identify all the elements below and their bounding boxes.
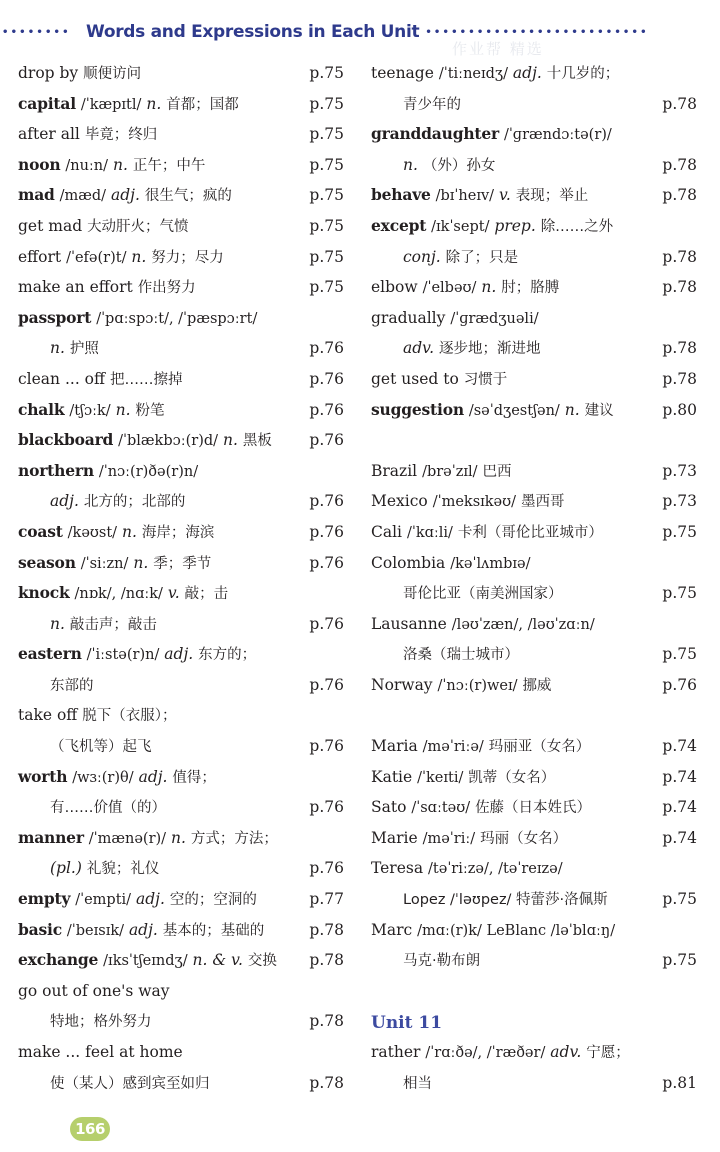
phonetic: /ˈɡrædʒuəli/	[450, 310, 539, 327]
entry-continuation	[18, 333, 344, 364]
part-of-speech: prep.	[494, 216, 536, 235]
chinese-meaning: 北方的；北部的	[83, 494, 186, 511]
chinese-meaning: 大动肝火；气愤	[87, 218, 189, 235]
part-of-speech: n.	[131, 247, 147, 266]
entry-continuation	[371, 242, 697, 273]
part-of-speech: adj.	[111, 186, 140, 205]
chinese-meaning: 基本的；基础的	[162, 922, 265, 939]
vocab-entry	[371, 272, 697, 303]
part-of-speech: n.	[133, 553, 149, 572]
vocab-entry	[371, 548, 697, 579]
vocab-entry	[18, 945, 344, 976]
vocab-entry	[371, 395, 697, 426]
headword: Maria	[371, 737, 418, 756]
chinese-meaning: 值得；	[172, 769, 216, 786]
headword: Norway	[371, 675, 433, 694]
unit-heading: Unit 11	[371, 1013, 443, 1034]
page-reference: p.77	[309, 890, 344, 909]
headword: take off	[18, 706, 78, 725]
page-reference: p.75	[662, 584, 697, 603]
entry-continuation	[371, 945, 697, 976]
chinese-meaning: 方式；方法；	[190, 830, 278, 847]
page-reference: p.76	[309, 431, 344, 450]
vocab-entry	[371, 731, 697, 762]
chinese-meaning: 顺便访问	[83, 66, 142, 82]
part-of-speech: v.	[167, 584, 180, 603]
page-reference: p.76	[309, 369, 344, 388]
page-reference: p.76	[309, 339, 344, 358]
part-of-speech: n.	[481, 278, 497, 297]
chinese-meaning: 空的；空洞的	[169, 892, 257, 909]
page-reference: p.75	[309, 155, 344, 174]
chinese-meaning: 脱下（衣服）；	[82, 708, 177, 725]
headword: rather	[371, 1043, 421, 1061]
vocab-entry	[371, 823, 697, 854]
page-reference: p.78	[662, 94, 697, 113]
vocab-entry	[18, 364, 344, 395]
vocab-entry	[18, 976, 344, 1007]
headword: manner	[18, 827, 84, 847]
page-reference: p.74	[662, 798, 697, 817]
part-of-speech: n.	[171, 828, 186, 847]
page-reference: p.76	[662, 675, 697, 694]
phonetic: /ɪkˈsept/	[431, 218, 490, 235]
headword: Marie	[371, 828, 418, 847]
entry-continuation	[371, 333, 697, 364]
chinese-meaning: 巴西	[482, 463, 512, 480]
header-title: Words and Expressions in Each Unit	[86, 22, 420, 42]
part-of-speech: adj.	[138, 767, 168, 786]
headword: empty	[18, 889, 71, 909]
page-reference: p.78	[309, 920, 344, 939]
headword: Cali	[371, 522, 403, 541]
phonetic: /ˈmænə(r)/	[88, 830, 167, 847]
page-reference: p.76	[309, 675, 344, 694]
headword: go out of one's way	[18, 981, 170, 1000]
phonetic: /kəˈlʌmbɪə/	[450, 555, 531, 572]
vocab-entry	[18, 89, 344, 120]
entry-continuation	[371, 578, 697, 609]
page-reference: p.76	[309, 492, 344, 511]
vocab-entry	[18, 395, 344, 426]
vocab-entry	[18, 211, 344, 242]
page-reference: p.80	[662, 400, 697, 419]
phonetic: /ˈsɑːtəʊ/	[411, 800, 471, 817]
page-reference: p.81	[662, 1073, 697, 1092]
chinese-meaning: 玛丽（女名）	[480, 830, 568, 847]
chinese-meaning: 除了；只是	[445, 249, 519, 266]
phonetic: /ˈɡrændɔːtə(r)/	[503, 127, 612, 144]
vocab-entry	[18, 517, 344, 548]
headword: suggestion	[371, 399, 464, 419]
page-reference: p.74	[662, 737, 697, 756]
phonetic: /ˈtiːneɪdʒ/	[438, 66, 508, 82]
page-reference: p.75	[662, 890, 697, 909]
headword: behave	[371, 185, 431, 205]
entry-continuation	[18, 1068, 344, 1099]
phonetic: /məˈriːə/	[422, 739, 484, 756]
headword: Colombia	[371, 553, 446, 572]
headword: season	[18, 552, 76, 572]
chinese-meaning: 肘；胳膊	[501, 280, 560, 297]
vocab-entry	[371, 609, 697, 640]
phonetic: /wɜː(r)θ/	[72, 769, 134, 786]
headword: elbow	[371, 278, 418, 297]
headword: blackboard	[18, 430, 114, 450]
headword: noon	[18, 154, 61, 174]
phonetic: /ˈsiːzn/	[80, 555, 129, 572]
page-reference: p.75	[309, 186, 344, 205]
vocab-entry	[18, 150, 344, 181]
phonetic: /nɒk/, /nɑːk/	[74, 586, 163, 603]
phonetic: /brəˈzɪl/	[422, 463, 478, 480]
phonetic: /kəʊst/	[67, 524, 118, 541]
chinese-meaning: 敲；击	[184, 586, 229, 603]
headword: except	[371, 215, 427, 235]
page-reference: p.78	[662, 155, 697, 174]
headword: northern	[18, 460, 94, 480]
part-of-speech: n.	[112, 155, 128, 174]
chinese-meaning: 季；季节	[153, 555, 212, 572]
chinese-meaning: 凯蒂（女名）	[468, 769, 556, 786]
part-of-speech: n. & v.	[192, 951, 243, 970]
phonetic: /ˈelbəʊ/	[422, 280, 477, 297]
chinese-meaning: 东方的；	[198, 647, 257, 664]
part-of-speech: n.	[146, 94, 162, 113]
chinese-meaning: 表现；举止	[515, 188, 589, 205]
vocab-entry	[18, 119, 344, 150]
vocab-entry	[371, 58, 697, 89]
headword: knock	[18, 583, 70, 603]
chinese-meaning: 建议	[584, 402, 614, 419]
page-reference: p.78	[662, 186, 697, 205]
chinese-meaning: 相当	[403, 1075, 432, 1092]
headword: basic	[18, 919, 62, 939]
headword: teenage	[371, 64, 434, 82]
phonetic: /ˈiːstə(r)n/	[86, 647, 160, 664]
chinese-meaning: 洛桑（瑞士城市）	[403, 647, 519, 664]
entry-continuation	[18, 731, 344, 762]
headword: Katie	[371, 767, 413, 786]
part-of-speech: n.	[564, 400, 580, 419]
page-reference: p.73	[662, 461, 697, 480]
phonetic: /ɪksˈtʃeɪndʒ/	[103, 953, 188, 970]
headword: coast	[18, 521, 63, 541]
part-of-speech: adj.	[512, 64, 542, 82]
section-spacer	[371, 425, 697, 456]
headword: get used to	[371, 369, 459, 388]
phonetic: /ˈkeɪti/	[417, 769, 464, 786]
vocab-entry	[371, 180, 697, 211]
part-of-speech: conj.	[403, 247, 441, 266]
page-reference: p.78	[662, 247, 697, 266]
entry-continuation	[371, 639, 697, 670]
phonetic: /təˈriːzə/, /təˈreɪzə/	[428, 861, 563, 878]
vocab-column-right	[371, 58, 697, 1098]
vocab-entry	[371, 303, 697, 334]
entry-continuation	[371, 884, 697, 915]
chinese-meaning: 作出努力	[137, 280, 196, 297]
chinese-meaning: 把……擦掉	[109, 371, 183, 388]
page-reference: p.76	[309, 553, 344, 572]
part-of-speech: n.	[50, 614, 65, 633]
vocab-entry	[371, 456, 697, 487]
page-reference: p.75	[309, 125, 344, 144]
vocab-entry	[18, 548, 344, 579]
page-reference: p.78	[309, 951, 344, 970]
vocab-entry	[18, 303, 344, 334]
page-reference: p.75	[309, 94, 344, 113]
chinese-meaning: 墨西哥	[520, 494, 565, 511]
chinese-meaning: 海岸；海滨	[141, 524, 215, 541]
part-of-speech: v.	[499, 186, 511, 205]
vocab-entry	[18, 180, 344, 211]
headword: Brazil	[371, 461, 418, 480]
headword: after all	[18, 125, 80, 144]
phonetic: /ˈblækbɔː(r)d/	[118, 433, 219, 450]
part-of-speech: n.	[403, 155, 418, 174]
page-reference: p.75	[662, 645, 697, 664]
headword: gradually	[371, 308, 446, 327]
phonetic: /ˈempti/	[75, 892, 132, 909]
chinese-meaning: 使（某人）感到宾至如归	[50, 1075, 210, 1092]
headword: Mexico	[371, 492, 428, 511]
vocab-entry	[371, 915, 697, 946]
part-of-speech: n.	[122, 522, 137, 541]
watermark: 作业帮 精选	[452, 40, 544, 58]
headword: eastern	[18, 644, 82, 664]
section-spacer	[371, 976, 697, 1007]
page-reference: p.78	[662, 369, 697, 388]
chinese-meaning: 礼貌；礼仪	[86, 861, 160, 878]
part-of-speech: n.	[50, 339, 65, 358]
part-of-speech: adv.	[550, 1043, 582, 1061]
chinese-meaning: 首都；国都	[166, 96, 239, 113]
phonetic: /ləʊˈzæn/, /ləʊˈzɑːn/	[451, 616, 595, 633]
headword: chalk	[18, 399, 65, 419]
page-reference: p.75	[309, 64, 344, 82]
section-spacer	[371, 700, 697, 731]
page-reference: p.76	[309, 522, 344, 541]
phonetic: /mæd/	[59, 188, 107, 205]
chinese-meaning: 交换	[247, 953, 277, 970]
entry-continuation	[18, 792, 344, 823]
page-reference: p.76	[309, 737, 344, 756]
part-of-speech: n.	[222, 431, 238, 450]
chinese-meaning: 除……之外	[540, 218, 614, 235]
page-reference: p.75	[309, 278, 344, 297]
phonetic: /mɑː(r)k/ LeBlanc /ləˈblɑːŋ/	[417, 922, 616, 939]
headword: get mad	[18, 216, 83, 235]
phonetic: /ˈpɑːspɔːt/, /ˈpæspɔːrt/	[96, 310, 258, 327]
page-reference: p.76	[309, 859, 344, 878]
chinese-meaning: 十几岁的；	[546, 66, 620, 82]
chinese-meaning: 青少年的	[403, 96, 461, 113]
vocab-entry	[18, 884, 344, 915]
vocab-entry	[371, 364, 697, 395]
chinese-meaning: 毕竟；终归	[84, 127, 158, 144]
vocab-entry	[18, 700, 344, 731]
vocab-entry	[18, 456, 344, 487]
chinese-meaning: 习惯于	[463, 371, 508, 388]
phonetic: /bɪˈheɪv/	[435, 188, 495, 205]
page-reference: p.75	[662, 951, 697, 970]
chinese-meaning: 挪威	[522, 677, 552, 694]
part-of-speech: adj.	[136, 890, 165, 909]
phonetic: /ˈrɑːðə/, /ˈræðər/	[425, 1045, 546, 1061]
page-reference: p.75	[309, 247, 344, 266]
vocab-entry	[18, 915, 344, 946]
vocab-entry	[18, 272, 344, 303]
header-dots-left: ••••••••	[2, 26, 71, 38]
vocab-column-left	[18, 58, 344, 1098]
headword: Teresa	[371, 859, 424, 878]
chinese-meaning: 敲击声；敲击	[69, 616, 157, 633]
chinese-meaning: 逐步地；渐进地	[438, 341, 541, 358]
vocab-entry	[371, 486, 697, 517]
vocab-entry	[371, 211, 697, 242]
phonetic: /ˈkæpɪtl/	[80, 96, 142, 113]
vocab-entry	[18, 578, 344, 609]
chinese-meaning: 卡利（哥伦比亚城市）	[457, 524, 603, 541]
chinese-meaning: 东部的	[50, 677, 94, 694]
vocab-entry	[371, 853, 697, 884]
part-of-speech: adj.	[128, 920, 158, 939]
entry-continuation	[18, 853, 344, 884]
chinese-meaning: （外）孙女	[422, 157, 496, 174]
chinese-meaning: 正午；中午	[132, 157, 206, 174]
page-reference: p.76	[309, 400, 344, 419]
entry-continuation	[18, 670, 344, 701]
chinese-meaning: 黑板	[242, 433, 272, 450]
chinese-meaning: 玛丽亚（女名）	[488, 739, 591, 756]
entry-continuation	[371, 89, 697, 120]
page-reference: p.78	[662, 278, 697, 297]
headword: exchange	[18, 950, 99, 970]
phonetic: /məˈriː/	[422, 830, 476, 847]
page-reference: p.73	[662, 492, 697, 511]
chinese-meaning: 很生气；疯的	[144, 188, 232, 205]
chinese-meaning: 特地；格外努力	[50, 1014, 152, 1031]
chinese-meaning: 马克·勒布朗	[403, 953, 481, 970]
phonetic: /nuːn/	[65, 157, 109, 174]
vocab-entry	[371, 1037, 697, 1068]
entry-continuation	[371, 150, 697, 181]
headword: capital	[18, 93, 76, 113]
phonetic: /tʃɔːk/	[69, 402, 111, 419]
chinese-meaning: 哥伦比亚（南美洲国家）	[403, 586, 563, 603]
chinese-meaning: 护照	[69, 341, 99, 358]
page-reference: p.78	[309, 1012, 344, 1031]
phonetic: /ˈmeksɪkəʊ/	[432, 494, 517, 511]
page-reference: p.76	[309, 798, 344, 817]
chinese-meaning: 佐藤（日本姓氏）	[475, 800, 592, 817]
entry-continuation	[18, 486, 344, 517]
vocab-entry	[371, 517, 697, 548]
headword: Marc	[371, 920, 413, 939]
vocab-entry	[18, 58, 344, 89]
page-reference: p.74	[662, 767, 697, 786]
page-reference: p.78	[662, 339, 697, 358]
page-reference: p.74	[662, 828, 697, 847]
vocab-entry	[371, 792, 697, 823]
vocab-entry	[18, 1037, 344, 1068]
chinese-meaning: 粉笔	[135, 402, 165, 419]
vocab-entry	[18, 762, 344, 793]
chinese-meaning: 有……价值（的）	[50, 800, 166, 817]
page-number-badge: 166	[70, 1117, 110, 1141]
vocab-entry	[371, 762, 697, 793]
part-of-speech: (pl.)	[50, 859, 82, 878]
entry-continuation	[18, 1006, 344, 1037]
phonetic: /ˈnɔː(r)weɪ/	[437, 677, 518, 694]
vocab-entry	[371, 119, 697, 150]
page-reference: p.75	[662, 522, 697, 541]
phonetic: /ˈbeɪsɪk/	[66, 922, 124, 939]
part-of-speech: adj.	[164, 645, 194, 664]
headword: make an effort	[18, 278, 133, 297]
headword: clean ... off	[18, 369, 106, 388]
page-reference: p.78	[309, 1073, 344, 1092]
phonetic: /ˈnɔː(r)ðə(r)n/	[98, 463, 199, 480]
part-of-speech: adj.	[50, 492, 79, 511]
entry-continuation	[18, 609, 344, 640]
headword: mad	[18, 185, 55, 205]
vocab-entry	[18, 823, 344, 854]
headword: worth	[18, 766, 68, 786]
page-reference: p.76	[309, 614, 344, 633]
entry-continuation	[371, 1068, 697, 1099]
headword: drop by	[18, 64, 79, 82]
vocab-entry	[18, 242, 344, 273]
chinese-meaning: 宁愿；	[586, 1045, 630, 1061]
chinese-meaning: Lopez /ˈləʊpez/ 特蕾莎·洛佩斯	[403, 892, 608, 909]
part-of-speech: n.	[115, 400, 131, 419]
part-of-speech: adv.	[403, 339, 435, 358]
headword: granddaughter	[371, 124, 499, 144]
headword: Lausanne	[371, 614, 447, 633]
phonetic: /səˈdʒestʃən/	[468, 402, 560, 419]
chinese-meaning: （飞机等）起飞	[50, 739, 152, 756]
page-reference: p.75	[309, 216, 344, 235]
headword: effort	[18, 247, 62, 266]
phonetic: /ˈkɑːli/	[406, 524, 453, 541]
headword: Sato	[371, 798, 407, 817]
chinese-meaning: 努力；尽力	[151, 249, 224, 266]
header-dots-right: ••••••••••••••••••••••••••	[425, 26, 649, 38]
vocab-entry	[18, 639, 344, 670]
headword: make ... feel at home	[18, 1043, 183, 1061]
vocab-entry	[18, 425, 344, 456]
phonetic: /ˈefə(r)t/	[66, 249, 127, 266]
vocab-entry	[371, 670, 697, 701]
headword: passport	[18, 307, 92, 327]
